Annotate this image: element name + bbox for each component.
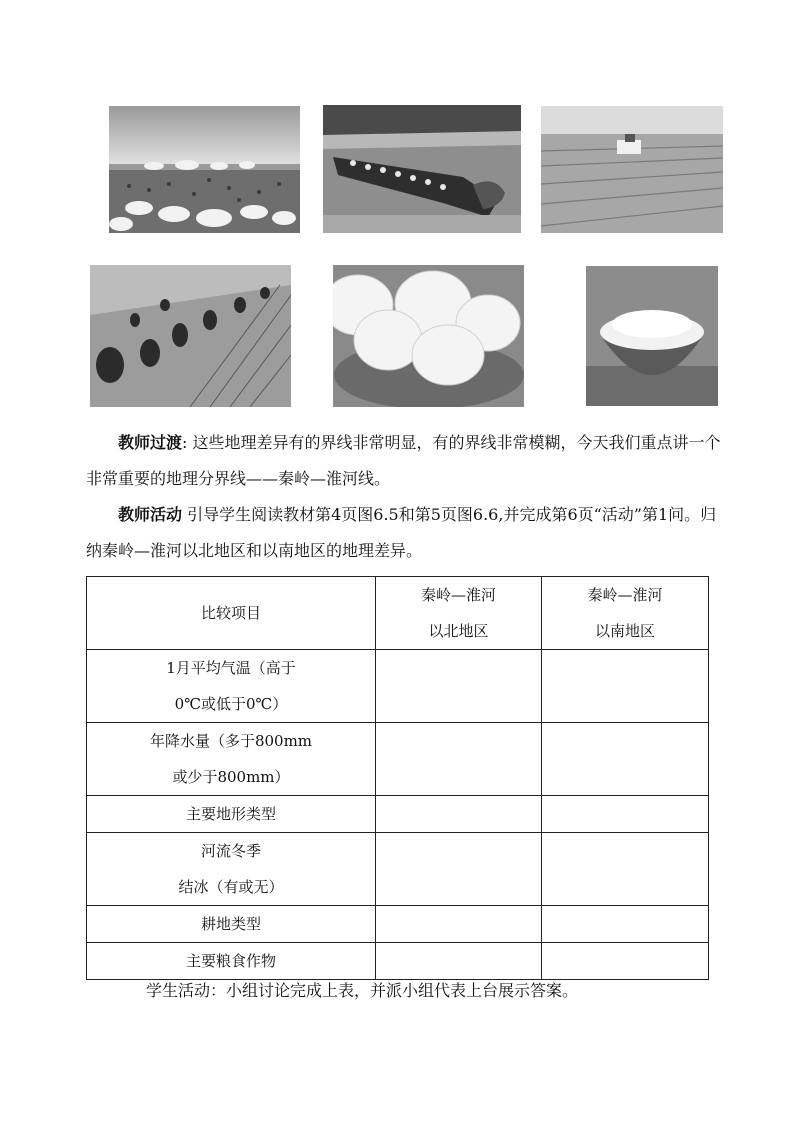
row-label-line1: 主要粮食作物: [185, 952, 276, 970]
activity-label: 教师活动: [118, 505, 183, 524]
dragon-boat-race-photo: [323, 105, 521, 233]
row-label-annual-precipitation: [87, 723, 376, 796]
table-row: [87, 833, 709, 906]
south-answer-cell[interactable]: [542, 723, 709, 796]
north-answer-cell[interactable]: [376, 943, 542, 980]
north-answer-cell[interactable]: [376, 796, 542, 833]
row-label-terrain-type: [87, 796, 376, 833]
south-answer-cell[interactable]: [542, 943, 709, 980]
north-answer-cell[interactable]: [376, 906, 542, 943]
header-south-region: [542, 577, 709, 650]
row-label-line1: 耕地类型: [200, 915, 261, 933]
header-comparison-item: [87, 577, 376, 650]
table-row: [87, 943, 709, 980]
activity-text: 引导学生阅读教材第4页图6.5和第5页图6.6,并完成第6页“活动”第1问。归纳秦岭—淮河以北地区和以南地区的地理差异。: [86, 505, 717, 560]
row-label-line2: 0℃或低于0℃）: [174, 695, 288, 713]
row-label-river-freezing: [87, 833, 376, 906]
grassland-yurts-photo: [109, 106, 300, 233]
steamed-buns-photo: [333, 265, 524, 407]
north-answer-cell[interactable]: [376, 723, 542, 796]
transition-text: : 这些地理差异有的界线非常明显，有的界线非常模糊，今天我们重点讲一个非常重要的地理分界线——秦岭—淮河线。: [86, 433, 721, 488]
row-label-line2: 结冰（有或无）: [178, 878, 284, 896]
south-answer-cell[interactable]: [542, 796, 709, 833]
row-label-line1: 1月平均气温（高于: [166, 659, 296, 677]
row-label-line1: 年降水量（多于800mm: [149, 732, 313, 750]
north-answer-cell[interactable]: [376, 833, 542, 906]
wheat-harvest-photo: [541, 106, 723, 233]
header-south-line1: 秦岭—淮河: [587, 586, 663, 604]
row-label-main-crops: [87, 943, 376, 980]
comparison-table: [86, 576, 709, 980]
south-answer-cell[interactable]: [542, 650, 709, 723]
table-row: [87, 906, 709, 943]
row-label-farmland-type: [87, 906, 376, 943]
table-header-row: [87, 577, 709, 650]
header-north-line2: 以北地区: [428, 622, 489, 640]
table-row: [87, 796, 709, 833]
teacher-transition-paragraph: [86, 425, 726, 497]
south-answer-cell[interactable]: [542, 833, 709, 906]
row-label-line2: 或少于800mm）: [172, 768, 290, 786]
rice-bowl-photo: [586, 266, 718, 406]
header-item-label: 比较项目: [200, 604, 261, 622]
teacher-activity-paragraph: [86, 497, 726, 569]
header-north-line1: 秦岭—淮河: [420, 586, 496, 604]
north-answer-cell[interactable]: [376, 650, 542, 723]
table-row: [87, 723, 709, 796]
south-answer-cell[interactable]: [542, 906, 709, 943]
transition-label: 教师过渡: [118, 433, 183, 452]
rice-transplanting-photo: [90, 265, 291, 407]
row-label-january-temperature: [87, 650, 376, 723]
table-row: [87, 650, 709, 723]
student-activity-text: 学生活动：小组讨论完成上表，并派小组代表上台展示答案。: [146, 981, 579, 1000]
row-label-line1: 主要地形类型: [185, 805, 276, 823]
row-label-line1: 河流冬季: [200, 842, 261, 860]
header-south-line2: 以南地区: [594, 622, 655, 640]
header-north-region: [376, 577, 542, 650]
